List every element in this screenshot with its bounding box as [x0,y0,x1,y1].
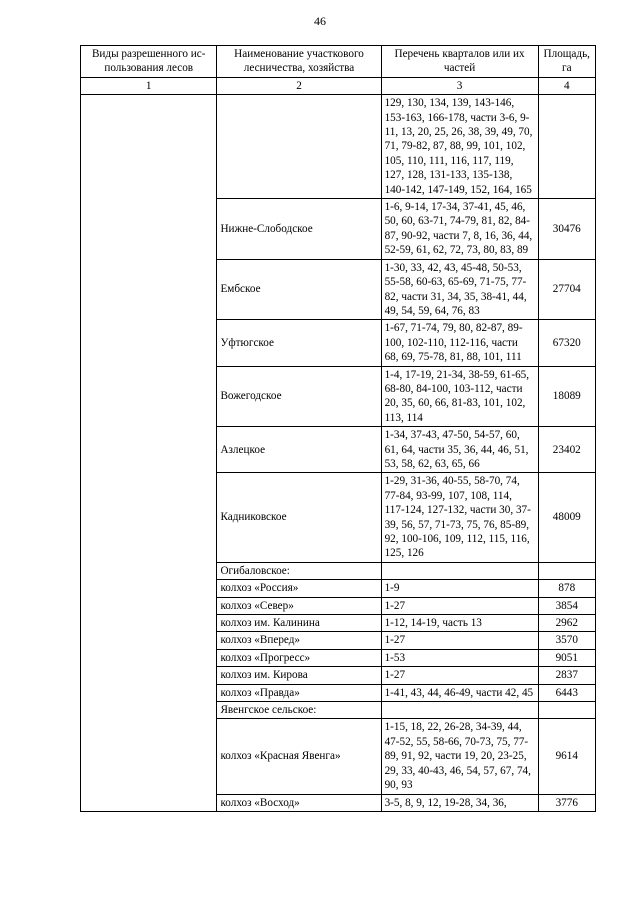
forestry-cell: колхоз «Вперед» [217,632,381,649]
quarters-cell [381,562,538,579]
area-cell: 2962 [538,615,595,632]
quarters-cell: 1-27 [381,667,538,684]
forestry-cell: колхоз «Прогресс» [217,649,381,666]
forest-use-table [80,45,596,812]
quarters-cell: 1-27 [381,597,538,614]
forestry-cell: Азлецкое [217,427,381,473]
forestry-cell: Явенгское сельское: [217,702,381,719]
header-forestry-name: Наименование участкового лесничества, хозяйства [217,46,381,78]
column-number-row [81,77,596,94]
area-cell: 3854 [538,597,595,614]
quarters-cell: 1-30, 33, 42, 43, 45-48, 50-53, 55-58, 60-63, 65-69, 71-75, 77-82, части 31, 34, 35, 38-41, 44, 49, 54, 59, 64, 76, 83 [381,259,538,320]
column-number: 3 [381,77,538,94]
quarters-cell: 1-9 [381,580,538,597]
area-cell: 6443 [538,684,595,701]
forestry-cell: колхоз «Восход» [217,794,381,811]
area-cell: 27704 [538,259,595,320]
quarters-cell: 129, 130, 134, 139, 143-146, 153-163, 166-178, части 3-6, 9-11, 13, 20, 25, 26, 38, 39, 49, 70, 71, 79-82, 87, 88, 99, 101, 102, 105, 110, 111, 116, 117, 119, 127, 128, 131-133, 135-138, 140-142, 147-149, 152, 164, 165 [381,95,538,199]
forestry-cell: Кадниковское [217,473,381,562]
forestry-cell: колхоз «Красная Явенга» [217,719,381,794]
forestry-cell: Вожегодское [217,366,381,427]
quarters-cell: 1-27 [381,632,538,649]
forestry-cell: колхоз им. Калинина [217,615,381,632]
area-cell: 23402 [538,427,595,473]
area-cell: 3776 [538,794,595,811]
forestry-cell: Уфтюгское [217,320,381,366]
quarters-cell: 1-4, 17-19, 21-34, 38-59, 61-65, 68-80, 84-100, 103-112, части 20, 35, 60, 66, 81-83, 101, 102, 113, 114 [381,366,538,427]
area-cell: 3570 [538,632,595,649]
area-cell: 9051 [538,649,595,666]
quarters-cell: 1-67, 71-74, 79, 80, 82-87, 89-100, 102-110, 112-116, части 68, 69, 75-78, 81, 88, 101, 111 [381,320,538,366]
area-cell: 9614 [538,719,595,794]
header-area: Площадь, га [538,46,595,78]
quarters-cell: 1-41, 43, 44, 46-49, части 42, 45 [381,684,538,701]
forestry-cell: колхоз «Север» [217,597,381,614]
quarters-cell: 3-5, 8, 9, 12, 19-28, 34, 36, [381,794,538,811]
table-header-row [81,46,596,78]
quarters-cell: 1-12, 14-19, часть 13 [381,615,538,632]
quarters-cell [381,702,538,719]
forestry-cell: колхоз им. Кирова [217,667,381,684]
header-use-type: Виды разрешенного ис-пользования лесов [81,46,217,78]
quarters-cell: 1-53 [381,649,538,666]
use-type-cell [81,95,217,812]
forestry-cell [217,95,381,199]
quarters-cell: 1-6, 9-14, 17-34, 37-41, 45, 46, 50, 60, 63-71, 74-79, 81, 82, 84-87, 90-92, части 7, 8, 16, 36, 44, 52-59, 61, 62, 72, 73, 80, 83, 89 [381,199,538,260]
quarters-cell: 1-29, 31-36, 40-55, 58-70, 74, 77-84, 93-99, 107, 108, 114, 117-124, 127-132, части 30, 37-39, 56, 57, 71-73, 75, 76, 85-89, 92, 100-106, 109, 112, 115, 116, 125, 126 [381,473,538,562]
area-cell [538,95,595,199]
area-cell: 18089 [538,366,595,427]
area-cell [538,702,595,719]
column-number: 4 [538,77,595,94]
forestry-cell: Ембское [217,259,381,320]
column-number: 2 [217,77,381,94]
forestry-cell: Огибаловское: [217,562,381,579]
area-cell [538,562,595,579]
quarters-cell: 1-34, 37-43, 47-50, 54-57, 60, 61, 64, части 35, 36, 44, 46, 51, 53, 58, 62, 63, 65, 66 [381,427,538,473]
area-cell: 878 [538,580,595,597]
quarters-cell: 1-15, 18, 22, 26-28, 34-39, 44, 47-52, 55, 58-66, 70-73, 75, 77-89, 91, 92, части 19, 20, 23-25, 29, 33, 40-43, 46, 54, 57, 67, 74, 90, 93 [381,719,538,794]
table-row [81,95,596,199]
area-cell: 67320 [538,320,595,366]
page-number: 46 [314,14,326,28]
forestry-cell: колхоз «Правда» [217,684,381,701]
forestry-cell: колхоз «Россия» [217,580,381,597]
header-quarters-list: Перечень кварталов или их частей [381,46,538,78]
area-cell: 2837 [538,667,595,684]
area-cell: 48009 [538,473,595,562]
column-number: 1 [81,77,217,94]
forestry-cell: Нижне-Слободское [217,199,381,260]
area-cell: 30476 [538,199,595,260]
